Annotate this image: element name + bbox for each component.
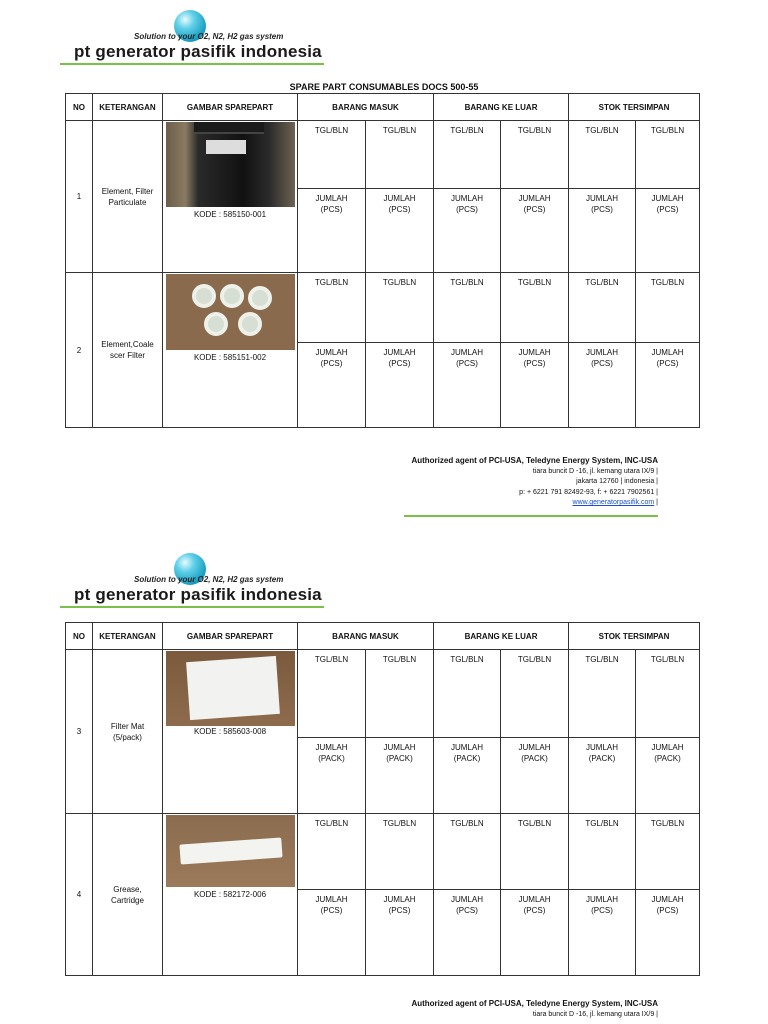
keluar-date-1: TGL/BLN (434, 121, 501, 189)
filter-element-photo (166, 122, 295, 207)
masuk-date-2: TGL/BLN (366, 650, 434, 738)
item-picture (163, 650, 298, 814)
table-row (66, 814, 700, 890)
header-divider (60, 63, 324, 65)
masuk-qty-1: JUMLAH (PCS) (298, 189, 366, 273)
masuk-date-1: TGL/BLN (298, 814, 366, 890)
col-keterangan: KETERANGAN (93, 623, 163, 650)
col-barang-keluar: BARANG KE LUAR (434, 623, 569, 650)
item-no: 3 (66, 650, 93, 814)
stok-qty-2: JUMLAH (PACK) (636, 738, 700, 814)
item-description: Element, Filter Particulate (93, 121, 163, 273)
masuk-qty-1: JUMLAH (PACK) (298, 738, 366, 814)
company-header (60, 10, 320, 80)
company-tagline: Solution to your O2, N2, H2 gas system (134, 575, 284, 584)
authorized-agent: Authorized agent of PCI-USA, Teledyne Energy System, INC-USA (411, 999, 658, 1008)
stok-qty-1: JUMLAH (PCS) (569, 189, 636, 273)
company-name: pt generator pasifik indonesia (74, 585, 322, 604)
company-footer (411, 456, 658, 509)
table-row (66, 650, 700, 738)
item-picture (163, 273, 298, 428)
table-header-row (66, 623, 700, 650)
col-gambar: GAMBAR SPAREPART (163, 94, 298, 121)
col-barang-masuk: BARANG MASUK (298, 94, 434, 121)
keluar-qty-1: JUMLAH (PCS) (434, 189, 501, 273)
stok-qty-2: JUMLAH (PCS) (636, 343, 700, 428)
table-row (66, 273, 700, 343)
keluar-date-2: TGL/BLN (501, 650, 569, 738)
masuk-qty-2: JUMLAH (PACK) (366, 738, 434, 814)
website-link[interactable]: www.generatorpasifik.com (572, 499, 655, 506)
stok-qty-2: JUMLAH (PCS) (636, 890, 700, 976)
company-name: pt generator pasifik indonesia (74, 42, 322, 61)
col-stok-tersimpan: STOK TERSIMPAN (569, 94, 700, 121)
item-no: 1 (66, 121, 93, 273)
header-divider (60, 606, 324, 608)
keluar-qty-2: JUMLAH (PCS) (501, 890, 569, 976)
stok-date-1: TGL/BLN (569, 650, 636, 738)
keluar-qty-2: JUMLAH (PCS) (501, 189, 569, 273)
masuk-qty-1: JUMLAH (PCS) (298, 343, 366, 428)
item-picture (163, 121, 298, 273)
authorized-agent: Authorized agent of PCI-USA, Teledyne Energy System, INC-USA (411, 456, 658, 465)
col-gambar: GAMBAR SPAREPART (163, 623, 298, 650)
item-no: 4 (66, 814, 93, 976)
masuk-qty-2: JUMLAH (PCS) (366, 189, 434, 273)
item-no: 2 (66, 273, 93, 428)
stok-date-2: TGL/BLN (636, 273, 700, 343)
phone-fax: p: + 6221 791 82492-93, f: + 6221 7902561 | (519, 488, 658, 496)
keluar-qty-2: JUMLAH (PACK) (501, 738, 569, 814)
stok-date-2: TGL/BLN (636, 121, 700, 189)
keluar-date-1: TGL/BLN (434, 814, 501, 890)
item-code: KODE : 582172-006 (193, 890, 267, 899)
stok-date-1: TGL/BLN (569, 814, 636, 890)
masuk-date-2: TGL/BLN (366, 814, 434, 890)
stok-date-2: TGL/BLN (636, 814, 700, 890)
item-code: KODE : 585603-008 (193, 727, 267, 736)
document-title: SPARE PART CONSUMABLES DOCS 500-55 (289, 82, 479, 92)
item-description: Filter Mat (5/pack) (93, 650, 163, 814)
col-no: NO (66, 623, 93, 650)
masuk-date-1: TGL/BLN (298, 273, 366, 343)
company-tagline: Solution to your O2, N2, H2 gas system (134, 32, 284, 41)
masuk-qty-2: JUMLAH (PCS) (366, 343, 434, 428)
footer-divider (404, 515, 658, 517)
stok-qty-1: JUMLAH (PACK) (569, 738, 636, 814)
stok-qty-2: JUMLAH (PCS) (636, 189, 700, 273)
coalescer-filter-photo (166, 274, 295, 350)
grease-cartridge-photo (166, 815, 295, 887)
masuk-date-1: TGL/BLN (298, 121, 366, 189)
col-keterangan: KETERANGAN (93, 94, 163, 121)
masuk-date-2: TGL/BLN (366, 121, 434, 189)
keluar-qty-1: JUMLAH (PCS) (434, 343, 501, 428)
keluar-qty-2: JUMLAH (PCS) (501, 343, 569, 428)
keluar-date-1: TGL/BLN (434, 650, 501, 738)
masuk-qty-1: JUMLAH (PCS) (298, 890, 366, 976)
keluar-date-2: TGL/BLN (501, 121, 569, 189)
keluar-qty-1: JUMLAH (PCS) (434, 890, 501, 976)
item-picture (163, 814, 298, 976)
stok-date-1: TGL/BLN (569, 273, 636, 343)
stok-date-2: TGL/BLN (636, 650, 700, 738)
keluar-qty-1: JUMLAH (PACK) (434, 738, 501, 814)
masuk-date-1: TGL/BLN (298, 650, 366, 738)
company-footer (411, 999, 658, 1020)
spare-part-table (65, 93, 700, 428)
item-description: Grease, Cartridge (93, 814, 163, 976)
website-line: www.generatorpasifik.com | (572, 499, 658, 506)
col-barang-keluar: BARANG KE LUAR (434, 94, 569, 121)
item-code: KODE : 585150-001 (193, 210, 267, 219)
col-no: NO (66, 94, 93, 121)
item-description: Element,Coale scer Filter (93, 273, 163, 428)
company-header (60, 553, 320, 623)
stok-date-1: TGL/BLN (569, 121, 636, 189)
filter-mat-photo (166, 651, 295, 726)
masuk-date-2: TGL/BLN (366, 273, 434, 343)
item-code: KODE : 585151-002 (193, 353, 267, 362)
keluar-date-2: TGL/BLN (501, 273, 569, 343)
stok-qty-1: JUMLAH (PCS) (569, 343, 636, 428)
stok-qty-1: JUMLAH (PCS) (569, 890, 636, 976)
col-stok-tersimpan: STOK TERSIMPAN (569, 623, 700, 650)
col-barang-masuk: BARANG MASUK (298, 623, 434, 650)
keluar-date-1: TGL/BLN (434, 273, 501, 343)
table-row (66, 121, 700, 189)
address-line-1: tiara buncit D -16, jl. kemang utara IX/9 | (532, 1010, 658, 1018)
address-line-1: tiara buncit D -16, jl. kemang utara IX/9 | (532, 467, 658, 475)
table-header-row (66, 94, 700, 121)
spare-part-table (65, 622, 700, 976)
address-line-2: jakarta 12760 | indonesia | (576, 478, 658, 485)
masuk-qty-2: JUMLAH (PCS) (366, 890, 434, 976)
keluar-date-2: TGL/BLN (501, 814, 569, 890)
